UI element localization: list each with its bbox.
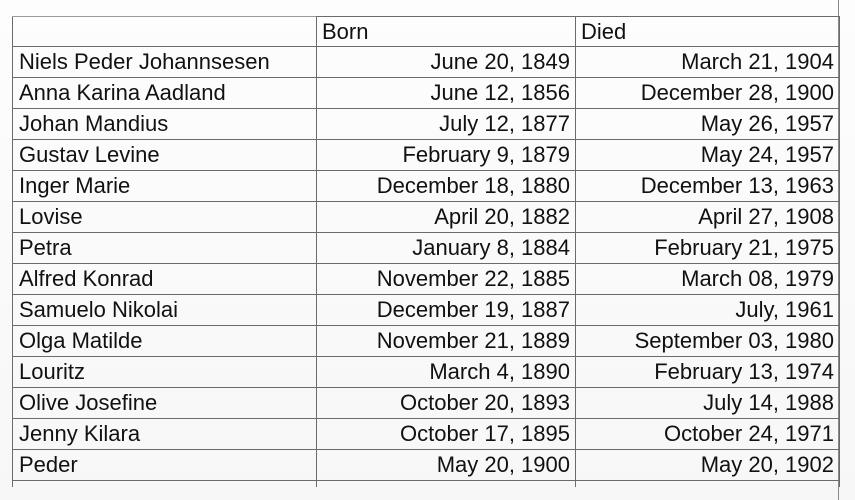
name-cell: Peder bbox=[13, 450, 317, 481]
table-row bbox=[13, 295, 840, 326]
born-cell: January 8, 1884 bbox=[317, 233, 576, 264]
header-born: Born bbox=[317, 17, 576, 47]
name-cell: Inger Marie bbox=[13, 171, 317, 202]
died-cell: February 13, 1974 bbox=[576, 357, 840, 388]
born-cell: June 12, 1856 bbox=[317, 78, 576, 109]
name-cell: Niels Peder Johannsesen bbox=[13, 47, 317, 78]
name-cell: Louritz bbox=[13, 357, 317, 388]
died-cell: May 26, 1957 bbox=[576, 109, 840, 140]
born-cell: December 19, 1887 bbox=[317, 295, 576, 326]
died-cell: April 27, 1908 bbox=[576, 202, 840, 233]
birth-death-table bbox=[12, 16, 840, 487]
table-row bbox=[13, 326, 840, 357]
table-row bbox=[13, 357, 840, 388]
name-cell: Jenny Kilara bbox=[13, 419, 317, 450]
table-row bbox=[13, 109, 840, 140]
table-row bbox=[13, 450, 840, 481]
empty-cell bbox=[317, 481, 576, 488]
header-row bbox=[13, 17, 840, 47]
table-row bbox=[13, 171, 840, 202]
header-name bbox=[13, 17, 317, 47]
died-cell: July, 1961 bbox=[576, 295, 840, 326]
died-cell: February 21, 1975 bbox=[576, 233, 840, 264]
born-cell: November 22, 1885 bbox=[317, 264, 576, 295]
died-cell: October 24, 1971 bbox=[576, 419, 840, 450]
table-row bbox=[13, 264, 840, 295]
born-cell: December 18, 1880 bbox=[317, 171, 576, 202]
table-row bbox=[13, 78, 840, 109]
name-cell: Lovise bbox=[13, 202, 317, 233]
empty-cell bbox=[13, 481, 317, 488]
name-cell: Olive Josefine bbox=[13, 388, 317, 419]
name-cell: Samuelo Nikolai bbox=[13, 295, 317, 326]
table-row bbox=[13, 233, 840, 264]
born-cell: November 21, 1889 bbox=[317, 326, 576, 357]
died-cell: December 13, 1963 bbox=[576, 171, 840, 202]
header-died: Died bbox=[576, 17, 840, 47]
table-row bbox=[13, 419, 840, 450]
died-cell: March 21, 1904 bbox=[576, 47, 840, 78]
table-row bbox=[13, 202, 840, 233]
born-cell: February 9, 1879 bbox=[317, 140, 576, 171]
born-cell: October 17, 1895 bbox=[317, 419, 576, 450]
born-cell: June 20, 1849 bbox=[317, 47, 576, 78]
died-cell: May 24, 1957 bbox=[576, 140, 840, 171]
born-cell: May 20, 1900 bbox=[317, 450, 576, 481]
table-row bbox=[13, 388, 840, 419]
name-cell: Gustav Levine bbox=[13, 140, 317, 171]
name-cell: Anna Karina Aadland bbox=[13, 78, 317, 109]
born-cell: April 20, 1882 bbox=[317, 202, 576, 233]
born-cell: October 20, 1893 bbox=[317, 388, 576, 419]
name-cell: Olga Matilde bbox=[13, 326, 317, 357]
died-cell: December 28, 1900 bbox=[576, 78, 840, 109]
table-row bbox=[13, 47, 840, 78]
name-cell: Petra bbox=[13, 233, 317, 264]
died-cell: March 08, 1979 bbox=[576, 264, 840, 295]
born-cell: July 12, 1877 bbox=[317, 109, 576, 140]
table-row bbox=[13, 140, 840, 171]
name-cell: Johan Mandius bbox=[13, 109, 317, 140]
died-cell: September 03, 1980 bbox=[576, 326, 840, 357]
name-cell: Alfred Konrad bbox=[13, 264, 317, 295]
table-row-cutoff bbox=[13, 481, 840, 488]
born-cell: March 4, 1890 bbox=[317, 357, 576, 388]
died-cell: May 20, 1902 bbox=[576, 450, 840, 481]
empty-cell bbox=[576, 481, 840, 488]
died-cell: July 14, 1988 bbox=[576, 388, 840, 419]
